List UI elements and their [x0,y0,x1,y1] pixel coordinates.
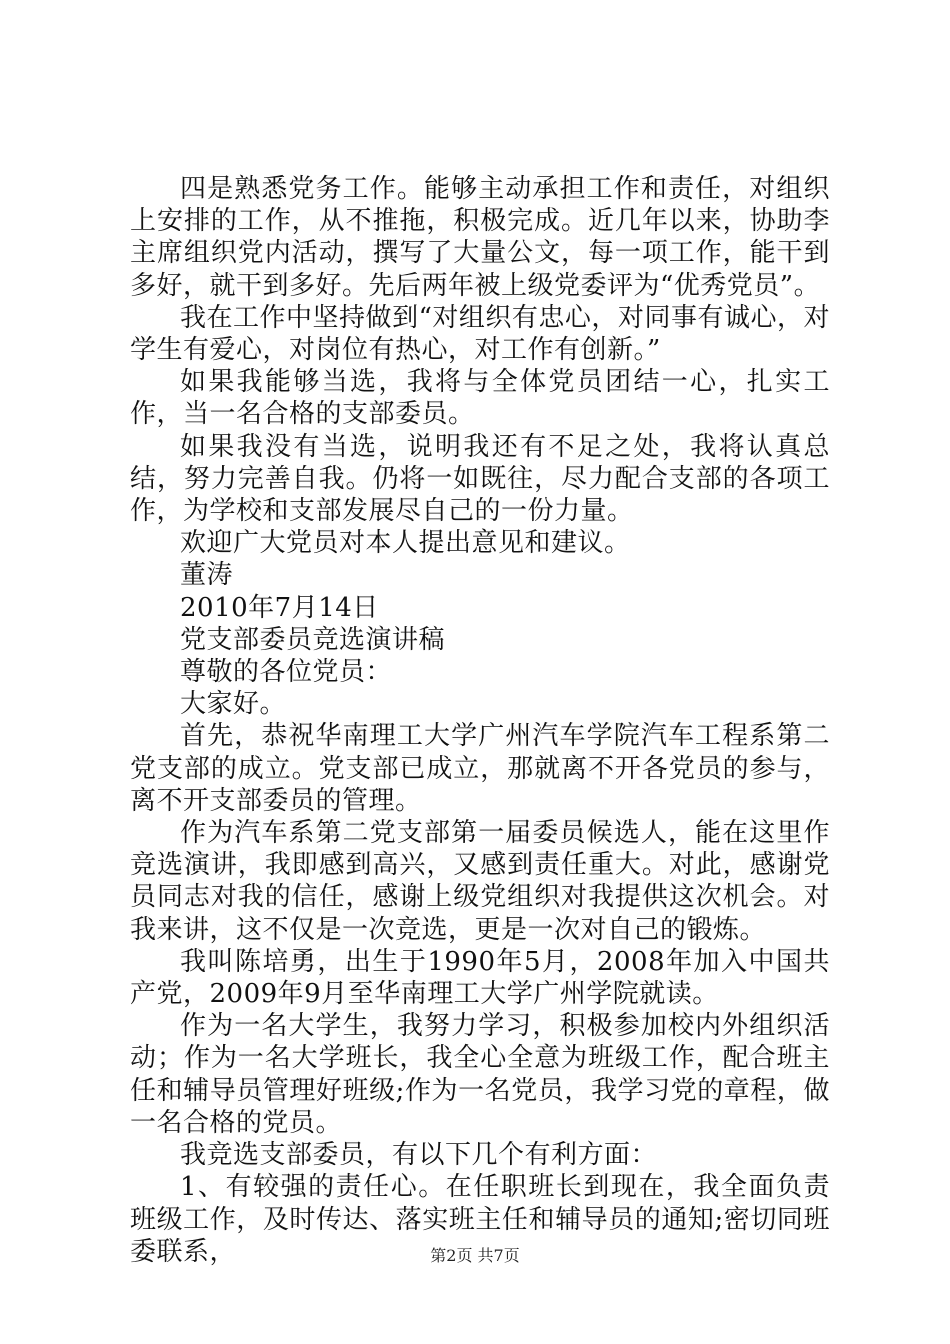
paragraph: 1、有较强的责任心。在任职班长到现在，我全面负责班级工作，及时传达、落实班主任和辅导员的通知;密切同班委联系， [130,1172,830,1267]
signature-name: 董涛 [180,560,234,591]
paragraph: 如果我没有当选，说明我还有不足之处，我将认真总结，努力完善自我。仍将一如既往，尽力配合支部的各项工作，为学校和支部发展尽自己的一份力量。 [130,431,830,527]
paragraph: 首先，恭祝华南理工大学广州汽车学院汽车工程系第二党支部的成立。党支部已成立，那就离不开各党员的参与，离不开支部委员的管理。 [130,721,830,816]
paragraph: 作为汽车系第二党支部第一届委员候选人，能在这里作竞选演讲，我即感到高兴，又感到责任重大。对此，感谢党员同志对我的信任，感谢上级党组织对我提供这次机会。对我来讲，这不仅是一次竞选，更是一次对自己的锻炼。 [130,818,830,945]
paragraph: 我竞选支部委员，有以下几个有利方面： [180,1140,658,1171]
document-body [130,173,830,1268]
paragraph: 作为一名大学生，我努力学习，积极参加校内外组织活动；作为一名大学班长，我全心全意为班级工作，配合班主任和辅导员管理好班级;作为一名党员，我学习党的章程，做一名合格的党员。 [130,1011,830,1138]
signature-date: 2010年7月14日 [180,592,379,623]
paragraph: 我在工作中坚持做到“对组织有忠心，对同事有诚心，对学生有爱心，对岗位有热心，对工作有创新。” [130,302,830,366]
page-number-footer: 第2页 共7页 [430,1246,520,1265]
salutation: 尊敬的各位党员： [180,657,393,688]
section-title: 党支部委员竞选演讲稿 [180,624,446,655]
greeting: 大家好。 [180,689,287,720]
paragraph: 四是熟悉党务工作。能够主动承担工作和责任，对组织上安排的工作，从不推拖，积极完成。近几年以来，协助李主席组织党内活动，撰写了大量公文，每一项工作，能干到多好，就干到多好。先后两年被上级党委评为“优秀党员”。 [130,174,830,301]
paragraph: 如果我能够当选，我将与全体党员团结一心，扎实工作，当一名合格的支部委员。 [130,367,830,430]
paragraph: 我叫陈培勇，出生于1990年5月，2008年加入中国共产党，2009年9月至华南理工大学广州学院就读。 [130,946,830,1010]
paragraph: 欢迎广大党员对本人提出意见和建议。 [180,528,631,559]
